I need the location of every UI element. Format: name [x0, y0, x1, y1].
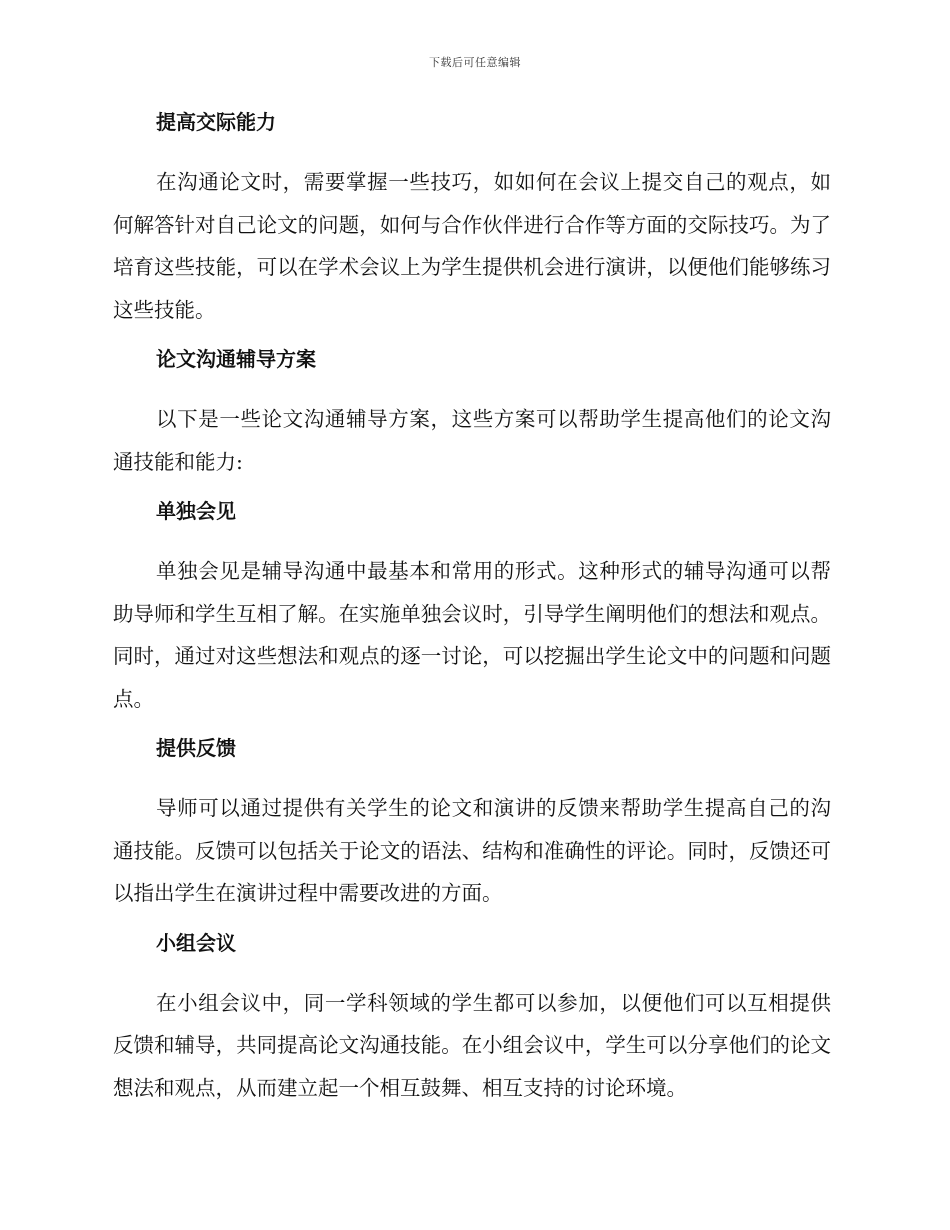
- section-heading: 提高交际能力: [156, 110, 276, 134]
- section-communication-skills: [113, 108, 831, 331]
- section-heading: 单独会见: [156, 499, 236, 523]
- section-individual-meeting: [113, 497, 831, 720]
- section-group-meeting: [113, 929, 831, 1110]
- section-paragraph: 在小组会议中，同一学科领域的学生都可以参加，以便他们可以互相提供反馈和辅导，共同提高论文沟通技能。在小组会议中，学生可以分享他们的论文想法和观点，从而建立起一个相互鼓舞、相互支持的讨论环境。: [113, 990, 831, 1100]
- section-paragraph: 以下是一些论文沟通辅导方案，这些方案可以帮助学生提高他们的论文沟通技能和能力:: [113, 407, 831, 474]
- section-heading: 小组会议: [156, 930, 236, 955]
- header-note: 下载后可任意编辑: [429, 56, 521, 69]
- section-heading: 提供反馈: [156, 736, 236, 760]
- section-tutoring-plan: [113, 345, 831, 483]
- section-paragraph: 在沟通论文时，需要掌握一些技巧，如如何在会议上提交自己的观点，如何解答针对自己论文的问题，如何与合作伙伴进行合作等方面的交际技巧。为了培育这些技能，可以在学术会议上为学生提供机会进行演讲，以便他们能够练习这些技能。: [113, 170, 831, 322]
- section-paragraph: 导师可以通过提供有关学生的论文和演讲的反馈来帮助学生提高自己的沟通技能。反馈可以包括关于论文的语法、结构和准确性的评论。同时，反馈还可以指出学生在演讲过程中需要改进的方面。: [113, 796, 831, 905]
- document-body: [113, 108, 831, 1123]
- section-feedback: [113, 734, 831, 915]
- section-paragraph: 单独会见是辅导沟通中最基本和常用的形式。这种形式的辅导沟通可以帮助导师和学生互相了解。在实施单独会议时，引导学生阐明他们的想法和观点。同时，通过对这些想法和观点的逐一讨论，可以挖掘出学生论文中的问题和问题点。: [113, 559, 831, 711]
- section-heading: 论文沟通辅导方案: [156, 347, 316, 371]
